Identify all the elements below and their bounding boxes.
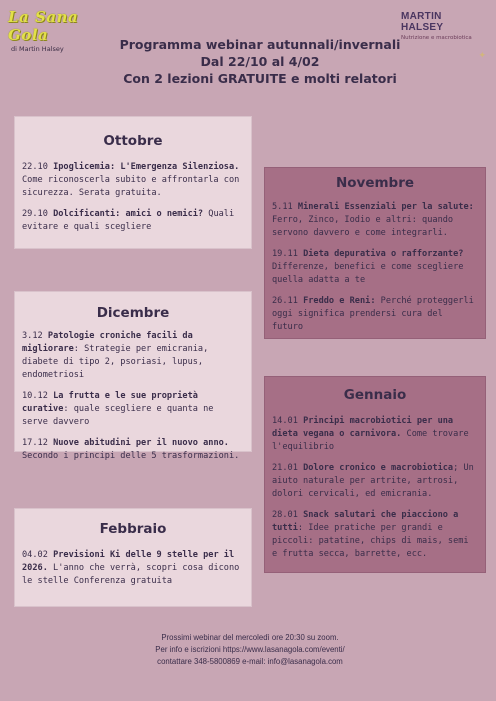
event-title: Dieta depurativa o rafforzante? [303, 249, 464, 259]
event-entry [272, 295, 478, 334]
event-date: 5.11 [272, 202, 293, 212]
month-box-dicembre [14, 291, 252, 461]
event-entry [272, 201, 478, 240]
logo-subtitle: di Martin Halsey [11, 45, 64, 53]
month-box-febbraio [14, 508, 252, 607]
event-date: 10.12 [22, 391, 48, 401]
event-date: 29.10 [22, 209, 48, 219]
event-description: Come trovare l'equilibrio [272, 429, 469, 452]
event-entry [272, 248, 478, 287]
event-date: 14.01 [272, 416, 298, 426]
header-dates: Dal 22/10 al 4/02 [200, 54, 320, 69]
event-date: 26.11 [272, 296, 298, 306]
event-entry [22, 330, 244, 382]
event-description: ; Un aiuto naturale per artrite, artrosi, dolori cervicali, ed emicrania. [272, 463, 474, 499]
event-description: L'anno che verrà, scopri cosa dicono le stelle Conferenza gratuita [22, 563, 240, 586]
month-title: Febbraio [99, 521, 167, 537]
logo-brand-text: La Sana Gola [8, 8, 79, 44]
event-title: Minerali Essenziali per la salute: [297, 202, 474, 212]
event-date: 21.01 [272, 463, 298, 473]
month-title: Novembre [335, 175, 415, 191]
event-description: Differenze, benefici e come scegliere quella adatta a te [272, 262, 464, 285]
event-date: 22.10 [22, 162, 48, 172]
month-box-novembre [264, 167, 486, 339]
event-entry [272, 509, 478, 561]
header-title: Programma webinar autunnali/invernali [119, 37, 401, 52]
event-title: Ipoglicemia: L'Emergenza Silenziosa. [53, 162, 240, 172]
event-title: La frutta e le sue proprietà curative [22, 391, 198, 414]
footer-info [100, 632, 400, 668]
month-title: Ottobre [103, 133, 163, 149]
month-title: Gennaio [343, 387, 407, 403]
event-entry [22, 161, 244, 200]
event-description: Perché proteggerli oggi significa prendersi cura del futuro [272, 296, 474, 332]
event-entry [22, 549, 244, 588]
event-description: : quale scegliere e quanta ne serve davvero [22, 404, 214, 427]
event-date: 3.12 [22, 331, 43, 341]
event-title: Nuove abitudini per il nuovo anno. [53, 438, 229, 448]
footer-schedule: Prossimi webinar del mercoledì ore 20:30 su zoom. [161, 633, 339, 642]
la-sana-gola-logo [8, 8, 100, 53]
event-entry [22, 390, 244, 429]
event-title: Freddo e Reni: [303, 296, 376, 306]
month-box-gennaio [264, 376, 486, 573]
footer-contact: contattare 348-5800869 e-mail: info@lasanagola.com [157, 657, 343, 666]
header-subtitle: Con 2 lezioni GRATUITE e molti relatori [123, 71, 397, 86]
event-description: : Strategie per emicrania, diabete di tipo 2, psoriasi, lupus, endometriosi [22, 344, 209, 380]
event-entry [272, 462, 478, 501]
event-title: Dolore cronico e macrobiotica [303, 463, 454, 473]
logo-name: MARTIN HALSEY [401, 11, 444, 33]
event-title: Patologie croniche facili da migliorare [22, 331, 193, 354]
page-header [100, 36, 420, 87]
event-date: 04.02 [22, 550, 48, 560]
event-description: Come riconoscerla subito e affrontarla con sicurezza. Serata gratuita. [22, 175, 240, 198]
event-entry [22, 208, 244, 234]
event-entry [272, 415, 478, 454]
event-title: Principi macrobiotici per una dieta vegana o carnivora. [272, 416, 454, 439]
event-description: : Idee pratiche per grandi e piccoli: patatine, chips di mais, semi e frutta secca, barrette, ecc. [272, 523, 469, 559]
event-date: 28.01 [272, 510, 298, 520]
event-date: 19.11 [272, 249, 298, 259]
event-title: Dolcificanti: amici o nemici? [53, 209, 204, 219]
event-description: Quali evitare e quali scegliere [22, 209, 235, 232]
month-box-ottobre [14, 116, 252, 249]
month-title: Dicembre [96, 305, 170, 321]
logo-tagline: Nutrizione e macrobiotica [401, 35, 472, 41]
sparkle-icon: ✦ [478, 51, 486, 61]
event-title: Snack salutari che piacciono a tutti [272, 510, 459, 533]
event-date: 17.12 [22, 438, 48, 448]
footer-website: Per info e iscrizioni https://www.lasanagola.com/eventi/ [155, 645, 345, 654]
event-title: Previsioni Ki delle 9 stelle per il 2026. [22, 550, 235, 573]
event-description: Secondo i principi delle 5 trasformazioni. [22, 451, 240, 461]
event-entry [22, 437, 244, 463]
event-description: Ferro, Zinco, Iodio e altri: quando servono davvero e come integrarli. [272, 215, 454, 238]
